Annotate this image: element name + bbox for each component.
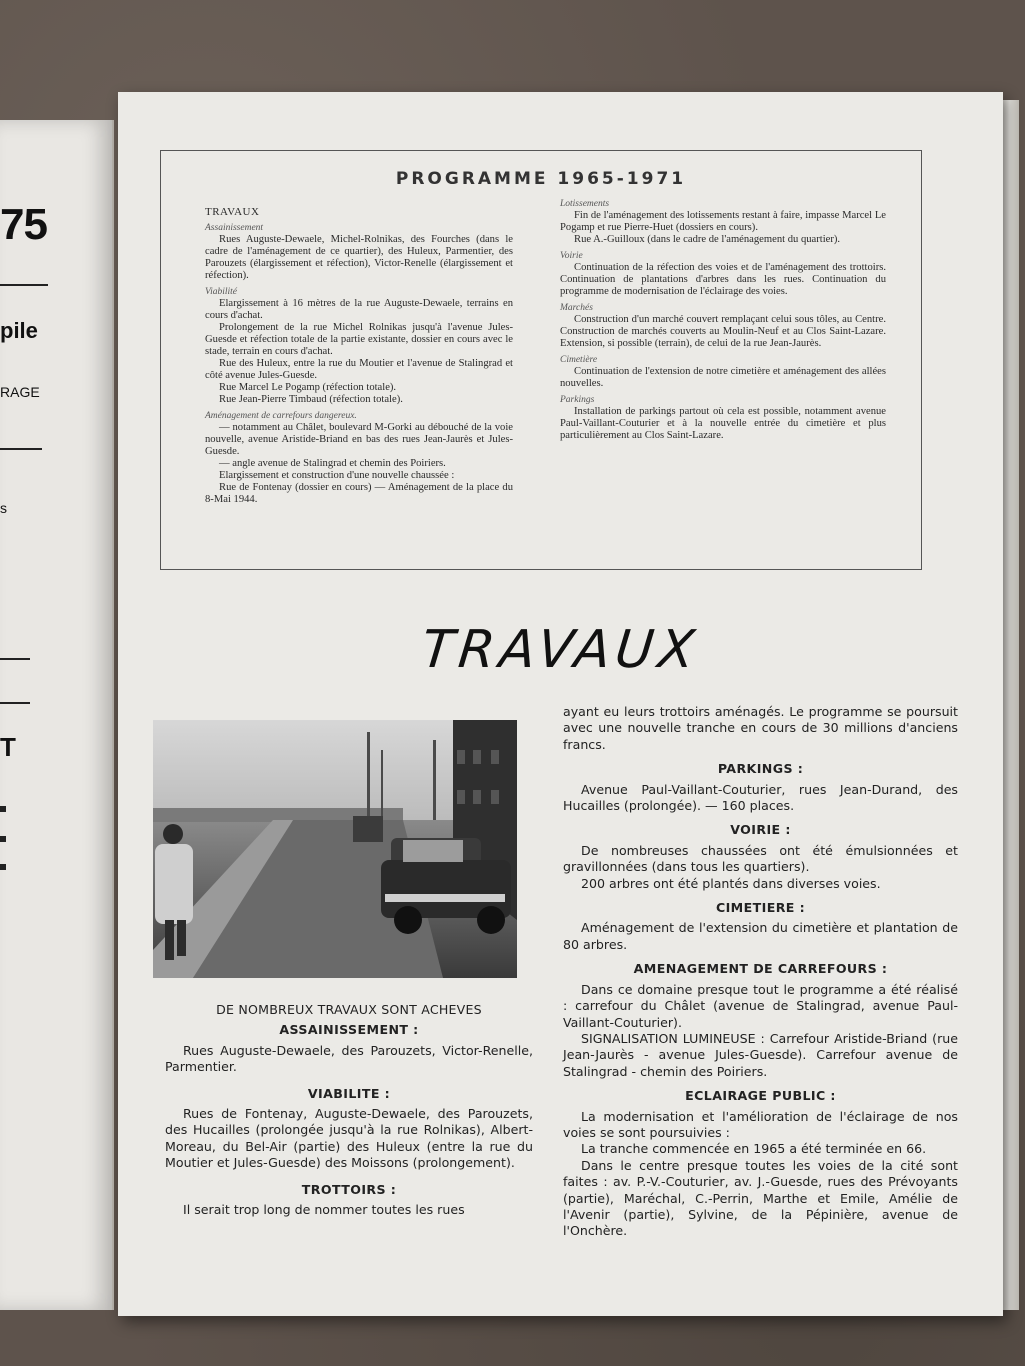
paragraph: Continuation de l'extension de notre cimetière et aménagement des allées nouvelles. [560, 366, 886, 389]
paragraph: La modernisation et l'amélioration de l'éclairage de nos voies se sont poursuivies : [563, 1108, 958, 1140]
section-heading: ASSAINISSEMENT : [279, 1022, 419, 1038]
paragraph: Rue Marcel Le Pogamp (réfection totale). [219, 382, 397, 393]
programme-right-column [560, 199, 886, 442]
page-fragment-word: T [0, 732, 16, 762]
subheading: Assainissement [205, 223, 264, 233]
programme-title: PROGRAMME 1965-1971 [395, 169, 687, 189]
paragraph: Rues Auguste-Dewaele, des Parouzets, Victor-Renelle, Parmentier. [165, 1042, 533, 1075]
section-heading: ECLAIRAGE PUBLIC : [685, 1088, 836, 1104]
bullet-mark [0, 864, 6, 870]
divider [0, 448, 42, 450]
paragraph: La tranche commencée en 1965 a été terminée en 66. [581, 1141, 927, 1157]
headline: TRAVAUX [418, 620, 703, 680]
subheading: Cimetière [560, 355, 598, 365]
section-heading: AMENAGEMENT DE CARREFOURS : [633, 961, 888, 977]
paragraph: 200 arbres ont été plantés dans diverses voies. [581, 875, 881, 891]
paragraph: Avenue Paul-Vaillant-Couturier, rues Jean-Durand, des Hucailles (prolongée). — 160 places. [563, 781, 958, 814]
photo-caption: DE NOMBREUX TRAVAUX SONT ACHEVES [216, 1002, 482, 1017]
paragraph: — angle avenue de Stalingrad et chemin des Poiriers. [219, 458, 446, 469]
paragraph: Aménagement de l'extension du cimetière et plantation de 80 arbres. [563, 920, 958, 952]
programme-left-column [205, 206, 513, 506]
programme-box [160, 150, 922, 570]
section-heading: CIMETIERE : [715, 900, 806, 916]
bullet-mark [0, 836, 6, 842]
paragraph: Rue des Huleux, entre la rue du Moutier et l'avenue de Stalingrad et côté avenue Jules-Guesde. [205, 358, 513, 381]
paragraph: Rue Jean-Pierre Timbaud (réfection totale). [219, 394, 403, 405]
divider [0, 658, 30, 660]
section-heading: VOIRIE : [730, 822, 791, 838]
paragraph: Installation de parkings partout où cela est possible, notamment avenue Paul-Vaillant-Couturier et à la nouvelle entrée du cimetière et plus particulièrement au Clos Saint-Lazare. [560, 406, 886, 441]
page-stack-edge [1003, 100, 1019, 1310]
paragraph: ayant eu leurs trottoirs aménagés. Le programme se poursuit avec une nouvelle tranche en cours de 30 millions d'anciens francs. [563, 704, 958, 752]
divider [0, 284, 48, 286]
section-heading: PARKINGS : [717, 761, 804, 777]
paragraph: De nombreuses chaussées ont été émulsionnées et gravillonnées (dans tous les quartiers). [563, 842, 958, 875]
paragraph: Rue A.-Guilloux (dans le cadre de l'aménagement du quartier). [574, 234, 841, 245]
page-fragment-number: 75 [0, 200, 47, 249]
programme-heading: TRAVAUX [205, 206, 260, 218]
right-article-column [563, 704, 958, 1240]
bullet-mark [0, 806, 6, 812]
page-fragment-word: pile [0, 318, 38, 343]
page-fragment-word: RAGE [0, 384, 40, 400]
paragraph: Dans le centre presque toutes les voies de la cité sont faites : av. P.-V.-Couturier, av. J.-Guesde, rues des Prévoyants (partie), Maréchal, C.-Perrin, Marthe et Emile, Amélie de l'Avenir (partie), Sylvine, de la Pépinière, avenue de l'Onchère. [563, 1157, 958, 1239]
previous-page-edge [0, 120, 114, 1310]
subheading: Lotissements [560, 199, 610, 209]
subheading: Parkings [560, 395, 595, 405]
paragraph: Continuation de la réfection des voies et de l'aménagement des trottoirs. Continuation de plantations d'arbres dans les rues. Continuation du programme de modernisation de l'éclairage des voies. [560, 262, 886, 297]
page-fragment-word: s [0, 500, 7, 516]
subheading: Aménagement de carrefours dangereux. [205, 411, 357, 421]
paragraph: Prolongement de la rue Michel Rolnikas jusqu'à l'avenue Jules-Guesde et réfection totale de la partie existante, dossier en cours avec le stade, terrain en cours d'achat. [205, 322, 513, 357]
paragraph: Fin de l'aménagement des lotissements restant à faire, impasse Marcel Le Pogamp et rue Pierre-Huet (dossiers en cours). [560, 210, 886, 233]
paragraph: Elargissement à 16 mètres de la rue Auguste-Dewaele, terrains en cours d'achat. [205, 298, 513, 321]
paragraph: Rue de Fontenay (dossier en cours) — Aménagement de la place du 8-Mai 1944. [205, 482, 513, 505]
subheading: Marchés [560, 303, 593, 313]
street-works-photo [153, 720, 517, 978]
paragraph: Dans ce domaine presque tout le programme a été réalisé : carrefour du Châlet (avenue de Stalingrad, avenue Paul-Vaillant-Couturier). [563, 981, 958, 1030]
paragraph: Il serait trop long de nommer toutes les rues [183, 1202, 465, 1218]
paragraph: Construction d'un marché couvert remplaçant celui sous tôles, au Centre. Construction de marchés couverts au Moulin-Neuf et au Clos Saint-Lazare. Extension, si possible (terrain), de celui de la rue Jean-Jaurès. [560, 314, 886, 349]
section-heading: TROTTOIRS : [301, 1181, 397, 1197]
paragraph: — notamment au Châlet, boulevard M-Gorki au débouché de la voie nouvelle, avenue Aristide-Briand en bas des rues Jean-Jaurès et Jules-Guesde. [205, 422, 513, 457]
paragraph: Rues Auguste-Dewaele, Michel-Rolnikas, des Fourches (dans le cadre de l'aménagement de ce quartier), des Huleux, Parmentier, des Parouzets (élargissement et réfection), Victor-Renelle (élargissement et réfection). [205, 234, 513, 281]
paragraph: Elargissement et construction d'une nouvelle chaussée : [219, 470, 455, 481]
subheading: Voirie [560, 251, 583, 261]
paragraph: Rues de Fontenay, Auguste-Dewaele, des Parouzets, des Hucailles (prolongée jusqu'à la rue Rolnikas), Albert-Moreau, du Bel-Air (partie) des Huleux (entre la rue du Moutier et Jules-Guesde) des Moissons (prolongement). [165, 1106, 533, 1171]
section-heading: VIABILITE : [307, 1085, 391, 1101]
divider [0, 702, 30, 704]
magazine-page [118, 92, 1003, 1316]
left-article-column [165, 1002, 533, 1218]
paragraph: SIGNALISATION LUMINEUSE : Carrefour Aristide-Briand (rue Jean-Jaurès - avenue Jules-Guesde). Carrefour avenue de Stalingrad - chemin des Poiriers. [563, 1030, 958, 1079]
subheading: Viabilité [205, 287, 238, 297]
